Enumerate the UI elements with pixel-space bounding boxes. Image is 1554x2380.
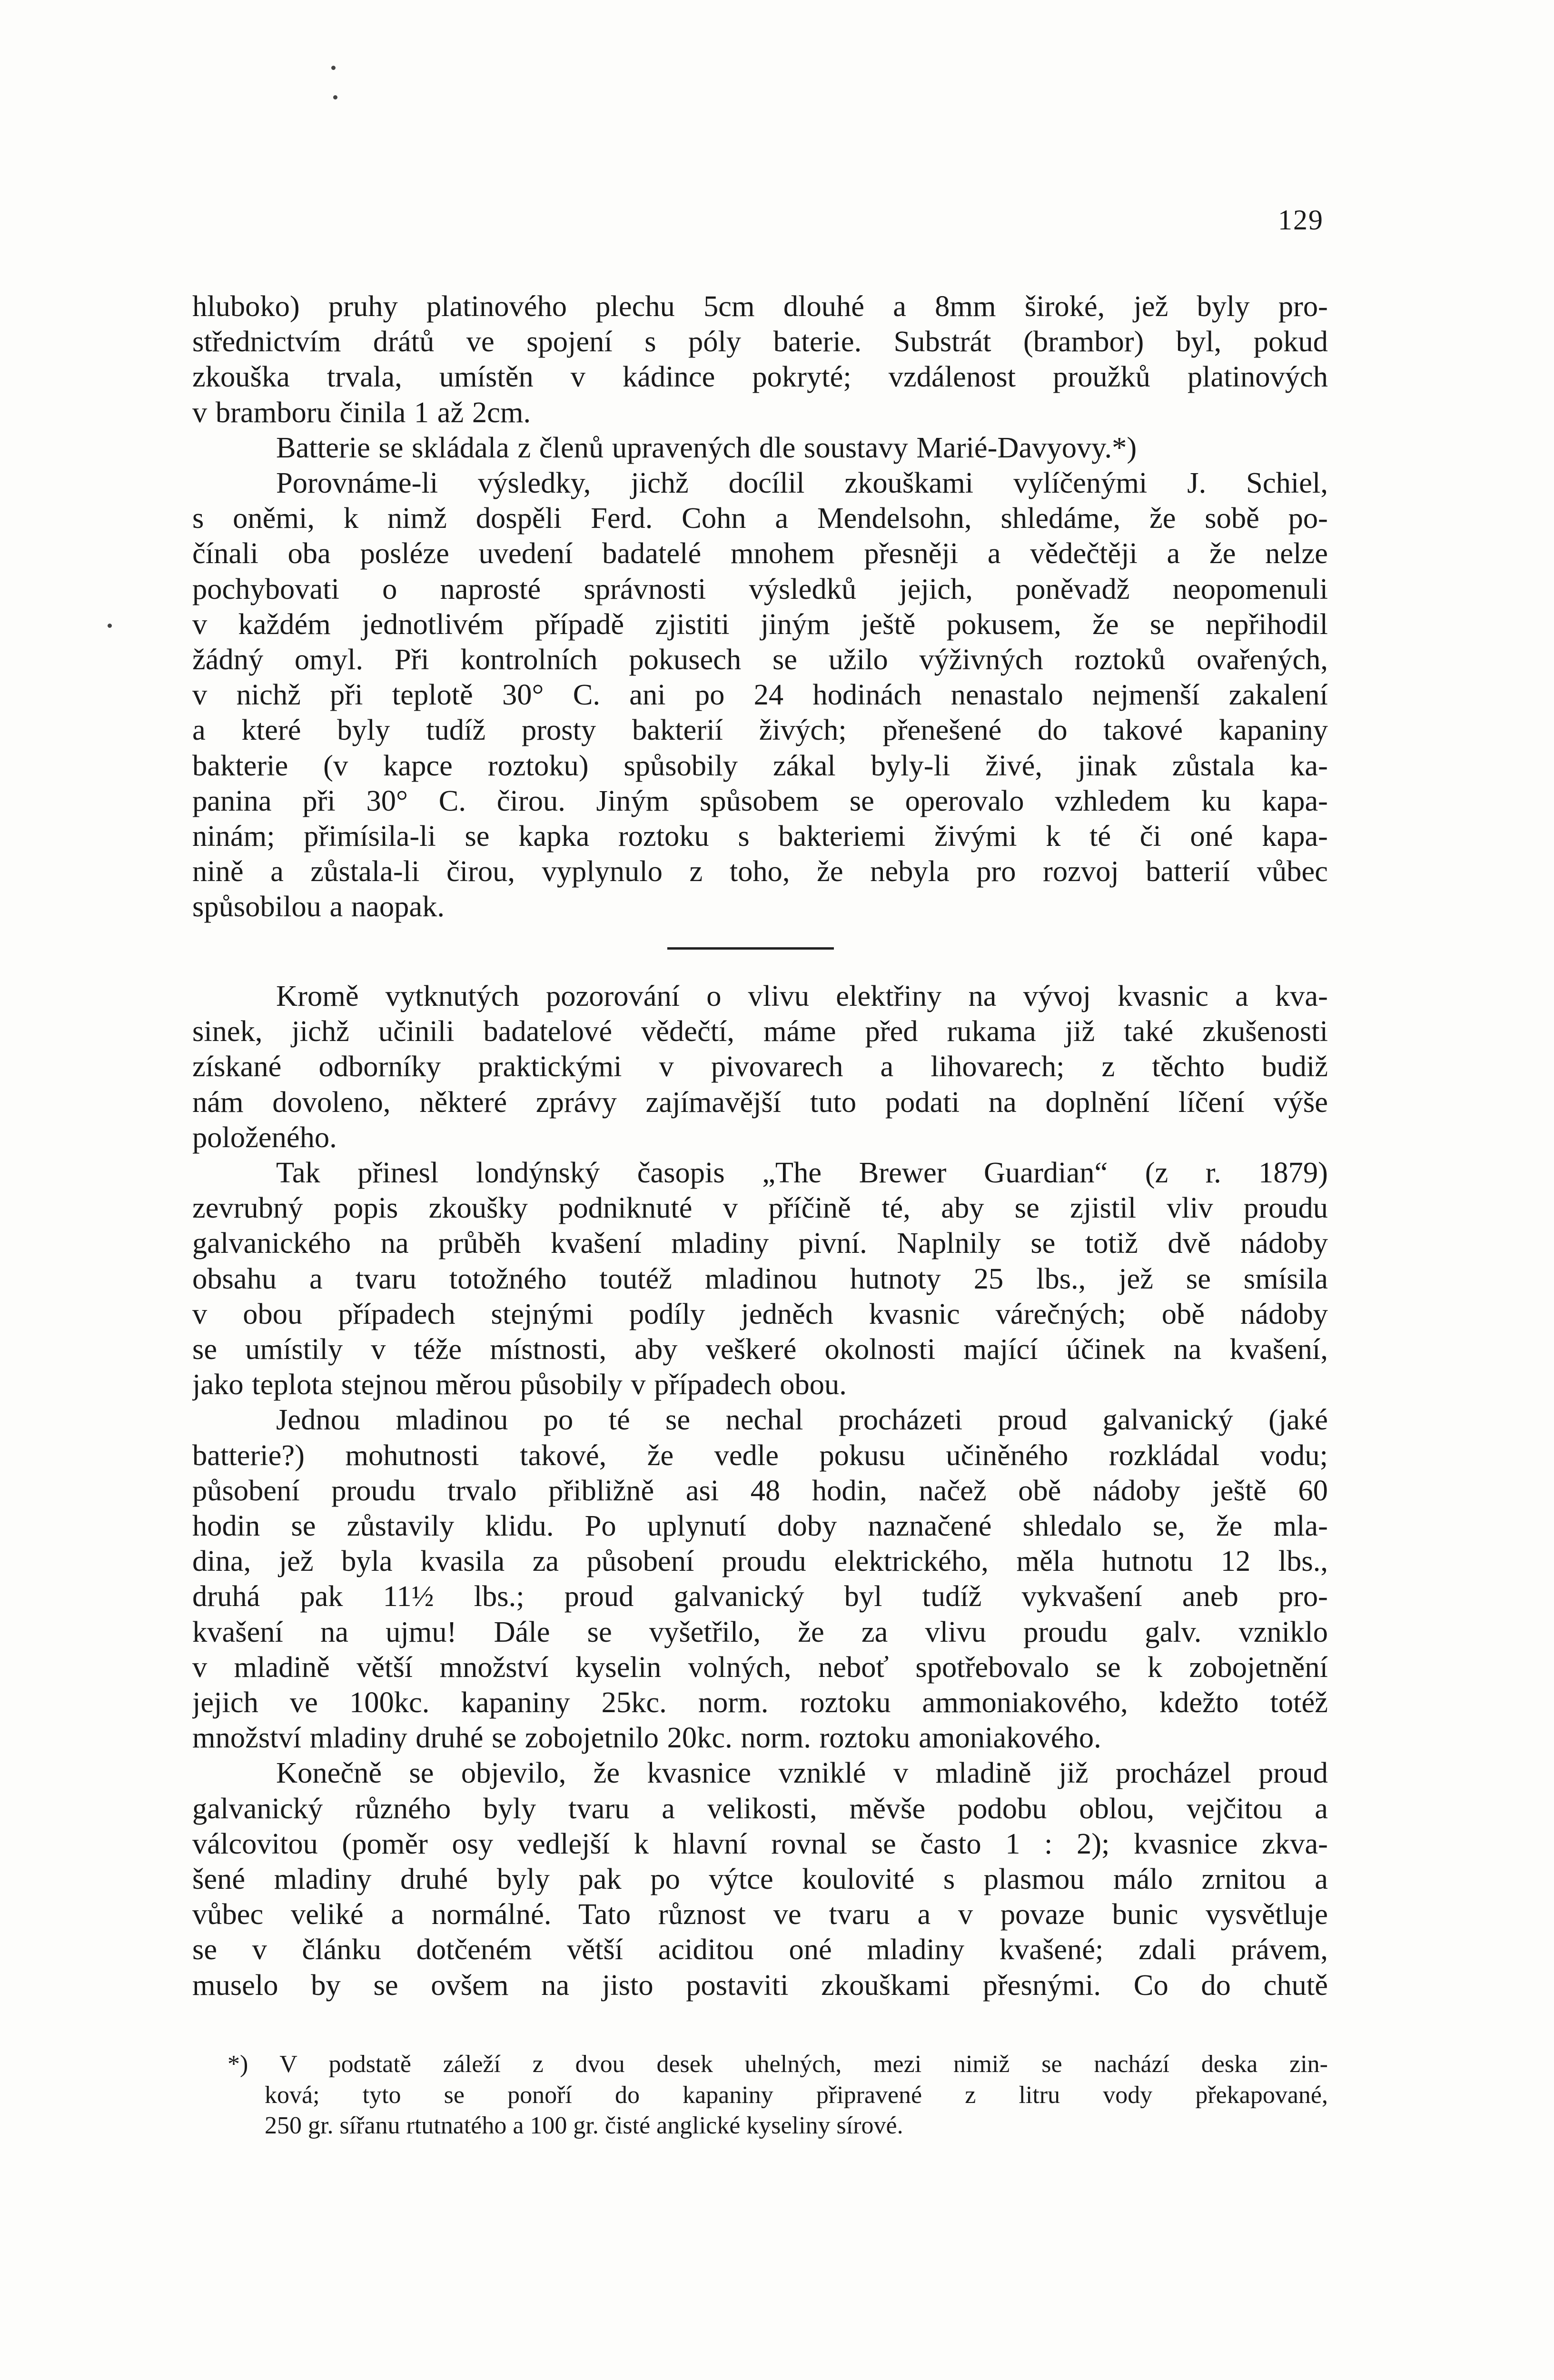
text-line: nině a zůstala-li čirou, vyplynulo z toho, že nebyla pro rozvoj batterií vůbec <box>192 854 1328 888</box>
footnote <box>228 2049 1328 2142</box>
section-divider <box>667 947 834 950</box>
text-line: zevrubný popis zkoušky podniknuté v příčině té, aby se zjistil vliv proudu <box>192 1191 1328 1225</box>
text-line: v nichž při teplotě 30° C. ani po 24 hodinách nenastalo nejmenší zakalení <box>192 678 1328 712</box>
text-line: zkouška trvala, umístěn v kádince pokryté; vzdálenost proužků platinových <box>192 360 1328 394</box>
text-line: dina, jež byla kvasila za působení proudu elektrického, měla hutnotu 12 lbs., <box>192 1544 1328 1578</box>
text-line: válcovitou (poměr osy vedlejší k hlavní rovnal se často 1 : 2); kvasnice zkva- <box>192 1826 1328 1860</box>
text-line: získané odborníky praktickými v pivovarech a lihovarech; z těchto budiž <box>192 1050 1328 1083</box>
text-line: jako teplota stejnou měrou působily v případech obou. <box>192 1368 847 1401</box>
text-line: vůbec veliké a normálné. Tato různost ve tvaru a v povaze bunic vysvětluje <box>192 1897 1328 1931</box>
text-line: s oněmi, k nimž dospěli Ferd. Cohn a Mendelsohn, shledáme, že sobě po- <box>192 501 1328 535</box>
text-line: střednictvím drátů ve spojení s póly baterie. Substrát (brambor) byl, pokud <box>192 325 1328 358</box>
text-line: muselo by se ovšem na jisto postaviti zkouškami přesnými. Co do chutě <box>192 1968 1328 2002</box>
footnote-line: 250 gr. sířanu rtutnatého a 100 gr. čisté anglické kyseliny sírové. <box>265 2112 903 2139</box>
text-line: se v článku dotčeném větší aciditou oné mladiny kvašené; zdali právem, <box>192 1933 1328 1966</box>
text-line: galvanický různého byly tvaru a velikosti, měvše podobu oblou, vejčitou a <box>192 1791 1328 1825</box>
text-line: Tak přinesl londýnský časopis „The Brewer Guardian“ (z r. 1879) <box>276 1156 1328 1190</box>
text-line: druhá pak 11½ lbs.; proud galvanický byl tudíž vykvašení aneb pro- <box>192 1579 1328 1613</box>
text-line: hluboko) pruhy platinového plechu 5cm dlouhé a 8mm široké, jež byly pro- <box>192 289 1328 323</box>
text-line: v bramboru činila 1 až 2cm. <box>192 395 531 429</box>
page-number: 129 <box>1278 204 1324 236</box>
text-line: v mladině větší množství kyselin volných, neboť spotřebovalo se k zobojetnění <box>192 1650 1328 1684</box>
footnote-line: *) V podstatě záleží z dvou desek uhelných, mezi nimiž se nachází deska zin- <box>228 2051 1328 2078</box>
text-line: v obou případech stejnými podíly jedněch kvasnic várečných; obě nádoby <box>192 1297 1328 1330</box>
text-line: Jednou mladinou po té se nechal procházeti proud galvanický (jaké <box>276 1403 1328 1437</box>
text-line: Kromě vytknutých pozorování o vlivu elektřiny na vývoj kvasnic a kva- <box>276 979 1328 1012</box>
text-line: sinek, jichž učinili badatelové vědečtí, máme před rukama již také zkušenosti <box>192 1014 1328 1048</box>
text-line: položeného. <box>192 1120 337 1154</box>
paragraph-block-brewing <box>192 978 1328 2003</box>
text-line: v každém jednotlivém případě zjistiti jiným ještě pokusem, že se nepřihodil <box>192 607 1328 641</box>
scan-speck <box>333 95 337 99</box>
scan-speck <box>108 624 112 628</box>
text-line: šené mladiny druhé byly pak po výtce koulovité s plasmou málo zrnitou a <box>192 1862 1328 1896</box>
text-line: hodin se zůstavily klidu. Po uplynutí doby naznačené shledalo se, že mla- <box>192 1509 1328 1543</box>
paragraph-block-electrodes <box>192 288 1328 924</box>
text-line: množství mladiny druhé se zobojetnilo 20kc. norm. roztoku amoniakového. <box>192 1721 1101 1755</box>
text-line: kvašení na ujmu! Dále se vyšetřilo, že za vlivu proudu galv. vzniklo <box>192 1615 1328 1648</box>
text-line: čínali oba posléze uvedení badatelé mnohem přesněji a vědečtěji a že nelze <box>192 536 1328 570</box>
text-line: a které byly tudíž prosty bakterií živých; přenešené do takové kapaniny <box>192 713 1328 747</box>
text-line: Batterie se skládala z členů upravených dle soustavy Marié-Davyovy.*) <box>276 430 1137 464</box>
text-line: panina při 30° C. čirou. Jiným spůsobem se operovalo vzhledem ku kapa- <box>192 783 1328 817</box>
text-line: galvanického na průběh kvašení mladiny pivní. Naplnily se totiž dvě nádoby <box>192 1226 1328 1260</box>
text-line: ninám; přimísila-li se kapka roztoku s bakteriemi živými k té či oné kapa- <box>192 819 1328 853</box>
text-line: Porovnáme-li výsledky, jichž docílil zkouškami vylíčenými J. Schiel, <box>276 466 1328 500</box>
footnote-line: ková; tyto se ponoří do kapaniny připravené z litru vody překapované, <box>265 2081 1328 2109</box>
text-line: nám dovoleno, některé zprávy zajímavější tuto podati na doplnění líčení výše <box>192 1085 1328 1119</box>
scan-speck <box>331 66 336 70</box>
text-line: Konečně se objevilo, že kvasnice vzniklé v mladině již procházel proud <box>276 1756 1328 1790</box>
text-line: pochybovati o naprosté správnosti výsledků jejich, poněvadž neopomenuli <box>192 572 1328 605</box>
text-line: jejich ve 100kc. kapaniny 25kc. norm. roztoku ammoniakového, kdežto totéž <box>192 1686 1328 1719</box>
text-line: spůsobilou a naopak. <box>192 890 445 923</box>
text-line: žádný omyl. Při kontrolních pokusech se užilo výživných roztoků ovařených, <box>192 643 1328 676</box>
text-line: batterie?) mohutnosti takové, že vedle pokusu učiněného rozkládal vodu; <box>192 1438 1328 1472</box>
text-line: se umístily v téže místnosti, aby veškeré okolnosti mající účinek na kvašení, <box>192 1332 1328 1366</box>
text-line: bakterie (v kapce roztoku) spůsobily zákal byly-li živé, jinak zůstala ka- <box>192 748 1328 782</box>
text-line: obsahu a tvaru totožného toutéž mladinou hutnoty 25 lbs., jež se smísila <box>192 1261 1328 1295</box>
text-line: působení proudu trvalo přibližně asi 48 hodin, načež obě nádoby ještě 60 <box>192 1473 1328 1507</box>
